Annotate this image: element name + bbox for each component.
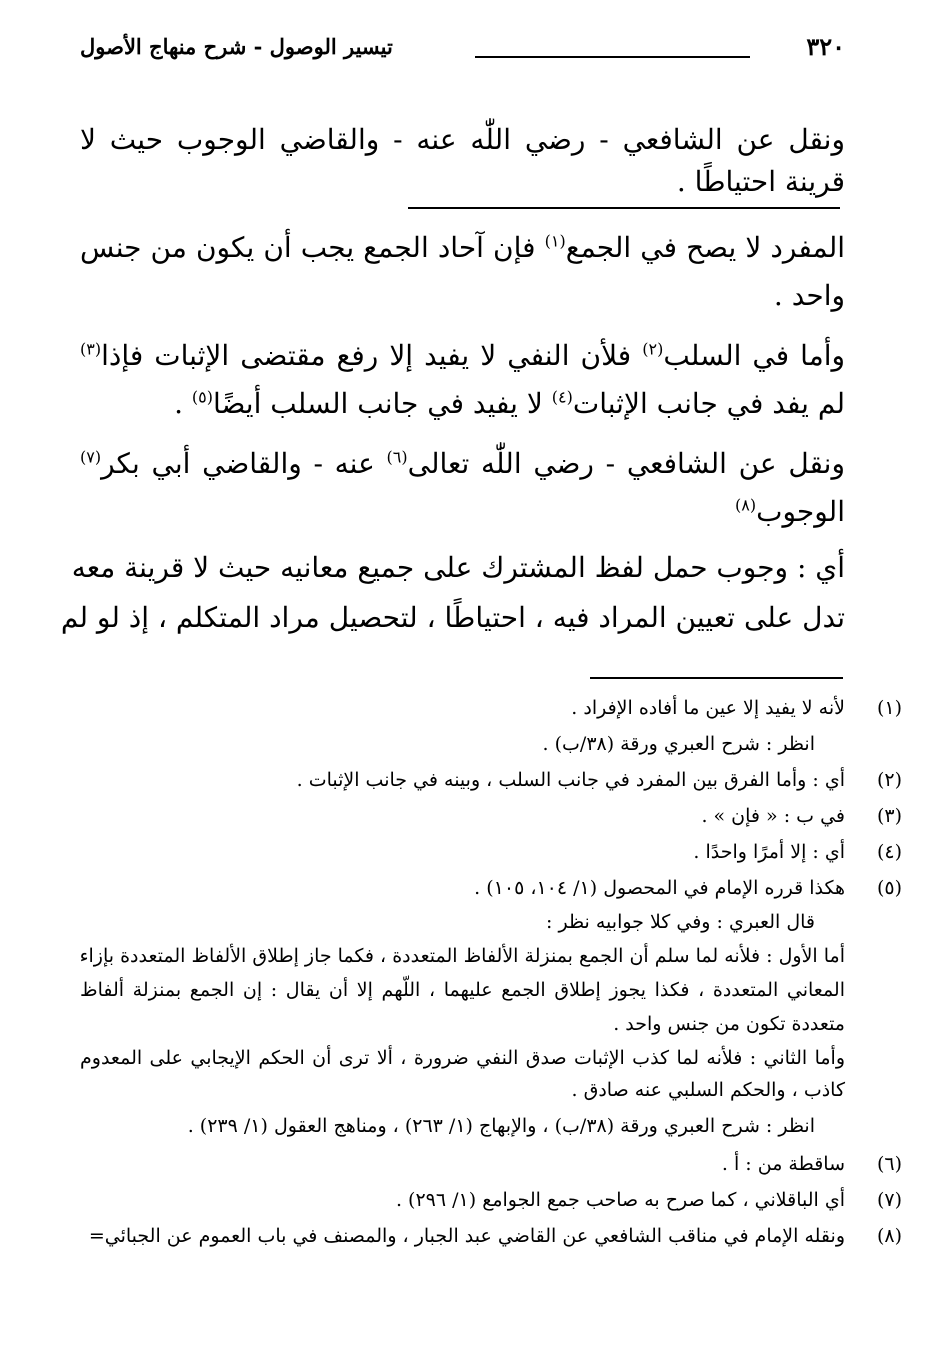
header-rule xyxy=(475,56,750,58)
footnote-ref: (٣) xyxy=(80,339,102,359)
footnote-3: (٣) في ب : « فإن » . xyxy=(701,805,902,827)
footnote-line: قال العبري : وفي كلا جوابيه نظر : xyxy=(546,911,815,933)
text-line: أي : وجوب حمل لفظ المشترك على جميع معانيه حيث لا قرينة معه xyxy=(71,551,845,584)
footnote-ref: (١) xyxy=(544,231,566,251)
text-rule xyxy=(408,207,840,209)
text-line: ونقل عن الشافعي - رضي اللّٰه عنه - والقاضي الوجوب حيث لا xyxy=(80,123,845,156)
running-title: تيسير الوصول - شرح منهاج الأصول xyxy=(80,34,393,59)
text-line: لم يفد في جانب الإثبات$^{(٤)}$ لا يفيد في جانب السلب أيضًا$^{(٥)}$ . xyxy=(174,387,845,420)
text-line: وأما في السلب$^{(٢)}$ فلأن النفي لا يفيد إلا رفع مقتضى الإثبات فإذا$^{(٣)}$ xyxy=(80,339,846,372)
footnote-line: أما الأول : فلأنه لما سلم أن الجمع بمنزلة الألفاظ المتعددة ، فكما جاز إطلاق الألفاظ المتعددة بإزاء xyxy=(79,945,845,967)
footnote-2: (٢) أي : وأما الفرق بين المفرد في جانب السلب ، وبينه في جانب الإثبات . xyxy=(296,769,902,791)
footnote-1: (١) لأنه لا يفيد إلا عين ما أفاده الإفراد . xyxy=(571,697,902,719)
footnote-ref: (٧) xyxy=(80,447,102,467)
footnote-ref: (٥) xyxy=(191,387,213,407)
page-number: ٣٢٠ xyxy=(806,32,845,61)
footnote-ref: (٦) xyxy=(386,447,408,467)
footnote-7: (٧) أي الباقلاني ، كما صرح به صاحب جمع الجوامع (١/ ٢٩٦) . xyxy=(395,1189,902,1211)
footnote-ref: (٨) xyxy=(734,495,757,515)
footnote-6: (٦) ساقطة من : أ . xyxy=(721,1153,902,1175)
footnote-line: انظر : شرح العبري ورقة (٣٨/ب) . xyxy=(542,733,815,755)
footnote-line: المعاني المتعددة ، فكذا يجوز إطلاق الجمع عليهما ، اللّهم إلا أن يقال : إن الجمع بمنزلة ألفاظ xyxy=(80,979,845,1001)
text-line: تدل على تعيين المراد فيه ، احتياطًا ، لتحصيل مراد المتكلم ، إذ لو لم xyxy=(60,601,845,634)
footnote-line: انظر : شرح العبري ورقة (٣٨/ب) ، والإبهاج (١/ ٢٦٣) ، ومناهج العقول (١/ ٢٣٩) . xyxy=(187,1115,815,1137)
footnote-line: وأما الثاني : فلأنه لما كذب الإثبات صدق النفي ضرورة ، ألا ترى أن الحكم الإيجابي على المعدوم xyxy=(80,1047,845,1069)
footnote-5: (٥) هكذا قرره الإمام في المحصول (١/ ١٠٤، ١٠٥) . xyxy=(474,877,902,899)
footnote-8: (٨) ونقله الإمام في مناقب الشافعي عن القاضي عبد الجبار ، والمصنف في باب العموم عن الجبائي= xyxy=(88,1225,902,1247)
text-line: الوجوب$^{(٨)}$ xyxy=(734,495,845,528)
footnote-separator xyxy=(590,677,843,679)
text-line: ونقل عن الشافعي - رضي اللّٰه تعالى$^{(٦)}$ عنه - والقاضي أبي بكر$^{(٧)}$ xyxy=(80,447,845,480)
footnote-ref: (٢) xyxy=(642,339,664,359)
footnote-line: متعددة تكون من جنس واحد . xyxy=(613,1013,845,1035)
text-line: المفرد لا يصح في الجمع$^{(١)}$ فإن آحاد الجمع يجب أن يكون من جنس xyxy=(80,231,846,264)
footnote-line: كاذب ، والحكم السلبي عنه صادق . xyxy=(571,1079,845,1101)
text-line: قرينة احتياطًا . xyxy=(676,165,845,198)
running-header xyxy=(80,28,845,68)
footnote-4: (٤) أي : إلا أمرًا واحدًا . xyxy=(693,841,902,863)
text-line: واحد . xyxy=(773,279,845,312)
footnote-ref: (٤) xyxy=(551,387,573,407)
